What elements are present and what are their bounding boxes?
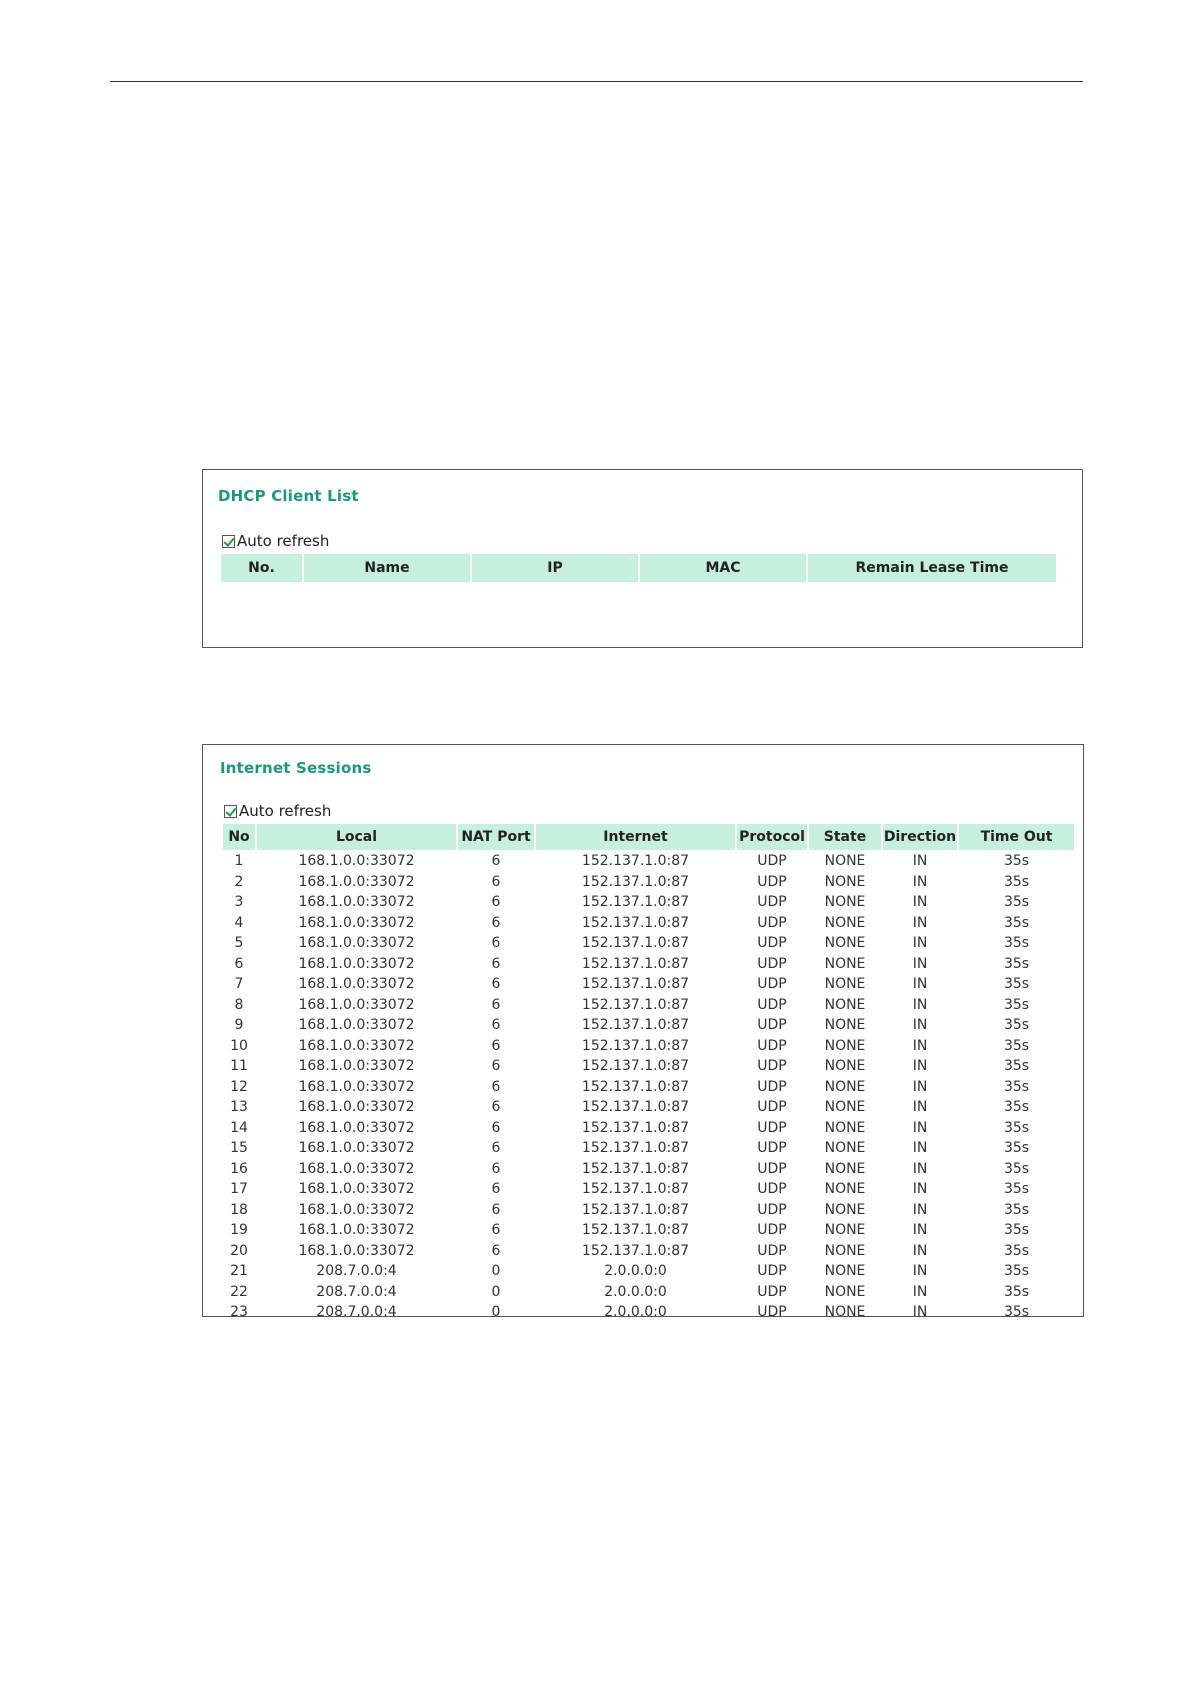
- cell-state: NONE: [824, 1099, 866, 1116]
- table-row: [223, 1036, 1074, 1057]
- cell-protocol: UDP: [757, 1160, 787, 1177]
- cell-no: 9: [234, 1017, 244, 1034]
- col-header-ip: IP: [472, 554, 638, 582]
- cell-state: NONE: [824, 1160, 866, 1177]
- cell-internet: 152.137.1.0:87: [581, 1099, 690, 1116]
- cell-nat-port: 6: [491, 1119, 501, 1136]
- cell-local: 208.7.0.0:4: [316, 1263, 397, 1280]
- cell-local: 168.1.0.0:33072: [298, 853, 415, 870]
- cell-state: NONE: [824, 1222, 866, 1239]
- cell-protocol: UDP: [757, 873, 787, 890]
- cell-time-out: 35s: [1003, 1037, 1030, 1054]
- table-row: [223, 1241, 1074, 1262]
- table-row: [223, 1261, 1074, 1282]
- cell-state: NONE: [824, 1119, 866, 1136]
- cell-time-out: 35s: [1003, 1242, 1030, 1259]
- cell-state: NONE: [824, 1058, 866, 1075]
- cell-nat-port: 6: [491, 1099, 501, 1116]
- cell-internet: 152.137.1.0:87: [581, 1160, 690, 1177]
- cell-local: 168.1.0.0:33072: [298, 1037, 415, 1054]
- cell-nat-port: 6: [491, 1078, 501, 1095]
- cell-internet: 152.137.1.0:87: [581, 1181, 690, 1198]
- cell-nat-port: 6: [491, 894, 501, 911]
- cell-time-out: 35s: [1003, 853, 1030, 870]
- cell-no: 13: [230, 1099, 248, 1116]
- cell-protocol: UDP: [757, 1283, 787, 1300]
- cell-nat-port: 6: [491, 935, 501, 952]
- sessions-auto-refresh[interactable]: [224, 802, 331, 820]
- cell-protocol: UDP: [757, 1222, 787, 1239]
- cell-local: 168.1.0.0:33072: [298, 894, 415, 911]
- cell-state: NONE: [824, 955, 866, 972]
- cell-internet: 152.137.1.0:87: [581, 873, 690, 890]
- sessions-header-row: [223, 824, 1074, 850]
- dhcp-client-list-panel: [202, 469, 1083, 648]
- cell-protocol: UDP: [757, 1140, 787, 1157]
- cell-local: 168.1.0.0:33072: [298, 1222, 415, 1239]
- cell-internet: 152.137.1.0:87: [581, 955, 690, 972]
- cell-internet: 152.137.1.0:87: [581, 1222, 690, 1239]
- table-row: [223, 1200, 1074, 1221]
- cell-local: 168.1.0.0:33072: [298, 873, 415, 890]
- col-header-state: State: [809, 824, 881, 850]
- cell-nat-port: 6: [491, 1160, 501, 1177]
- cell-nat-port: 6: [491, 1242, 501, 1259]
- cell-state: NONE: [824, 935, 866, 952]
- cell-internet: 152.137.1.0:87: [581, 976, 690, 993]
- cell-direction: IN: [912, 894, 928, 911]
- cell-local: 168.1.0.0:33072: [298, 996, 415, 1013]
- cell-nat-port: 6: [491, 1140, 501, 1157]
- cell-state: NONE: [824, 873, 866, 890]
- cell-nat-port: 0: [491, 1263, 501, 1280]
- cell-local: 168.1.0.0:33072: [298, 1181, 415, 1198]
- cell-internet: 152.137.1.0:87: [581, 1017, 690, 1034]
- dhcp-header-row: [221, 554, 1056, 582]
- cell-direction: IN: [912, 1017, 928, 1034]
- cell-local: 168.1.0.0:33072: [298, 1242, 415, 1259]
- cell-protocol: UDP: [757, 1263, 787, 1280]
- cell-local: 168.1.0.0:33072: [298, 976, 415, 993]
- col-header-protocol: Protocol: [737, 824, 807, 850]
- cell-no: 6: [234, 955, 244, 972]
- table-row: [223, 954, 1074, 975]
- cell-protocol: UDP: [757, 853, 787, 870]
- cell-internet: 152.137.1.0:87: [581, 853, 690, 870]
- cell-nat-port: 0: [491, 1283, 501, 1300]
- cell-state: NONE: [824, 853, 866, 870]
- cell-no: 23: [230, 1304, 248, 1317]
- cell-local: 168.1.0.0:33072: [298, 955, 415, 972]
- cell-local: 168.1.0.0:33072: [298, 935, 415, 952]
- cell-protocol: UDP: [757, 955, 787, 972]
- dhcp-panel-title: DHCP Client List: [218, 487, 359, 505]
- cell-protocol: UDP: [757, 1242, 787, 1259]
- cell-direction: IN: [912, 1283, 928, 1300]
- cell-protocol: UDP: [757, 996, 787, 1013]
- cell-direction: IN: [912, 1263, 928, 1280]
- cell-local: 168.1.0.0:33072: [298, 1058, 415, 1075]
- table-row: [223, 1220, 1074, 1241]
- cell-internet: 152.137.1.0:87: [581, 914, 690, 931]
- cell-internet: 152.137.1.0:87: [581, 1201, 690, 1218]
- cell-no: 3: [234, 894, 244, 911]
- cell-state: NONE: [824, 1304, 866, 1317]
- cell-protocol: UDP: [757, 935, 787, 952]
- col-header-name: Name: [304, 554, 470, 582]
- cell-local: 168.1.0.0:33072: [298, 1099, 415, 1116]
- table-row: [223, 850, 1074, 872]
- cell-direction: IN: [912, 1119, 928, 1136]
- cell-direction: IN: [912, 935, 928, 952]
- table-row: [223, 933, 1074, 954]
- cell-nat-port: 6: [491, 976, 501, 993]
- table-row: [223, 1097, 1074, 1118]
- table-row: [223, 1179, 1074, 1200]
- cell-protocol: UDP: [757, 1037, 787, 1054]
- cell-protocol: UDP: [757, 1078, 787, 1095]
- cell-direction: IN: [912, 914, 928, 931]
- cell-protocol: UDP: [757, 1017, 787, 1034]
- cell-time-out: 35s: [1003, 955, 1030, 972]
- cell-local: 208.7.0.0:4: [316, 1283, 397, 1300]
- cell-state: NONE: [824, 1017, 866, 1034]
- cell-local: 168.1.0.0:33072: [298, 914, 415, 931]
- cell-time-out: 35s: [1003, 1099, 1030, 1116]
- cell-direction: IN: [912, 1242, 928, 1259]
- cell-time-out: 35s: [1003, 1017, 1030, 1034]
- cell-nat-port: 6: [491, 996, 501, 1013]
- cell-time-out: 35s: [1003, 1283, 1030, 1300]
- cell-direction: IN: [912, 996, 928, 1013]
- cell-nat-port: 6: [491, 873, 501, 890]
- cell-time-out: 35s: [1003, 1078, 1030, 1095]
- cell-no: 1: [234, 853, 244, 870]
- table-row: [223, 1015, 1074, 1036]
- col-header-no: No: [223, 824, 255, 850]
- cell-no: 5: [234, 935, 244, 952]
- cell-internet: 152.137.1.0:87: [581, 1242, 690, 1259]
- cell-direction: IN: [912, 1140, 928, 1157]
- cell-no: 21: [230, 1263, 248, 1280]
- dhcp-auto-refresh-label: Auto refresh: [237, 532, 330, 550]
- cell-no: 12: [230, 1078, 248, 1095]
- cell-direction: IN: [912, 955, 928, 972]
- cell-nat-port: 6: [491, 853, 501, 870]
- cell-state: NONE: [824, 1242, 866, 1259]
- dhcp-auto-refresh-checkbox[interactable]: [222, 535, 235, 548]
- table-row: [223, 872, 1074, 893]
- cell-no: 18: [230, 1201, 248, 1218]
- cell-direction: IN: [912, 1304, 928, 1317]
- cell-nat-port: 6: [491, 1222, 501, 1239]
- cell-local: 168.1.0.0:33072: [298, 1017, 415, 1034]
- cell-state: NONE: [824, 914, 866, 931]
- cell-internet: 152.137.1.0:87: [581, 1037, 690, 1054]
- sessions-auto-refresh-checkbox[interactable]: [224, 805, 237, 818]
- cell-no: 11: [230, 1058, 248, 1075]
- cell-time-out: 35s: [1003, 894, 1030, 911]
- cell-state: NONE: [824, 976, 866, 993]
- table-row: [223, 995, 1074, 1016]
- cell-protocol: UDP: [757, 1099, 787, 1116]
- cell-direction: IN: [912, 1222, 928, 1239]
- cell-protocol: UDP: [757, 1304, 787, 1317]
- internet-sessions-table: [221, 824, 1076, 1317]
- cell-protocol: UDP: [757, 1201, 787, 1218]
- cell-nat-port: 6: [491, 1037, 501, 1054]
- cell-internet: 152.137.1.0:87: [581, 1140, 690, 1157]
- cell-time-out: 35s: [1003, 1181, 1030, 1198]
- cell-no: 4: [234, 914, 244, 931]
- table-row: [223, 1077, 1074, 1098]
- cell-protocol: UDP: [757, 914, 787, 931]
- cell-no: 10: [230, 1037, 248, 1054]
- cell-internet: 152.137.1.0:87: [581, 1119, 690, 1136]
- cell-time-out: 35s: [1003, 1222, 1030, 1239]
- cell-time-out: 35s: [1003, 1058, 1030, 1075]
- col-header-nat-port: NAT Port: [458, 824, 534, 850]
- cell-time-out: 35s: [1003, 1140, 1030, 1157]
- internet-sessions-panel: [202, 744, 1084, 1317]
- cell-no: 19: [230, 1222, 248, 1239]
- cell-state: NONE: [824, 1078, 866, 1095]
- table-row: [223, 1282, 1074, 1303]
- cell-nat-port: 6: [491, 1201, 501, 1218]
- cell-direction: IN: [912, 853, 928, 870]
- cell-direction: IN: [912, 1078, 928, 1095]
- cell-time-out: 35s: [1003, 1119, 1030, 1136]
- cell-protocol: UDP: [757, 1181, 787, 1198]
- cell-protocol: UDP: [757, 894, 787, 911]
- cell-nat-port: 6: [491, 1181, 501, 1198]
- cell-time-out: 35s: [1003, 996, 1030, 1013]
- cell-no: 14: [230, 1119, 248, 1136]
- cell-protocol: UDP: [757, 1119, 787, 1136]
- cell-state: NONE: [824, 894, 866, 911]
- table-row: [223, 1302, 1074, 1317]
- cell-no: 8: [234, 996, 244, 1013]
- cell-local: 168.1.0.0:33072: [298, 1119, 415, 1136]
- cell-state: NONE: [824, 1140, 866, 1157]
- col-header-mac: MAC: [640, 554, 806, 582]
- cell-internet: 2.0.0.0:0: [604, 1263, 667, 1280]
- cell-internet: 152.137.1.0:87: [581, 1078, 690, 1095]
- cell-no: 22: [230, 1283, 248, 1300]
- cell-time-out: 35s: [1003, 1160, 1030, 1177]
- cell-direction: IN: [912, 873, 928, 890]
- cell-nat-port: 6: [491, 955, 501, 972]
- header-rule: [110, 81, 1083, 82]
- cell-state: NONE: [824, 1283, 866, 1300]
- cell-state: NONE: [824, 1201, 866, 1218]
- cell-nat-port: 6: [491, 914, 501, 931]
- sessions-table-body: [223, 850, 1074, 1317]
- cell-time-out: 35s: [1003, 1304, 1030, 1317]
- cell-direction: IN: [912, 976, 928, 993]
- dhcp-client-table: [219, 554, 1058, 582]
- cell-time-out: 35s: [1003, 1263, 1030, 1280]
- cell-no: 17: [230, 1181, 248, 1198]
- cell-local: 168.1.0.0:33072: [298, 1140, 415, 1157]
- cell-time-out: 35s: [1003, 873, 1030, 890]
- table-row: [223, 1138, 1074, 1159]
- cell-time-out: 35s: [1003, 976, 1030, 993]
- cell-time-out: 35s: [1003, 935, 1030, 952]
- cell-protocol: UDP: [757, 976, 787, 993]
- cell-nat-port: 6: [491, 1058, 501, 1075]
- cell-no: 16: [230, 1160, 248, 1177]
- cell-state: NONE: [824, 996, 866, 1013]
- table-row: [223, 974, 1074, 995]
- cell-local: 168.1.0.0:33072: [298, 1078, 415, 1095]
- cell-internet: 152.137.1.0:87: [581, 894, 690, 911]
- cell-local: 168.1.0.0:33072: [298, 1201, 415, 1218]
- table-row: [223, 1056, 1074, 1077]
- cell-protocol: UDP: [757, 1058, 787, 1075]
- col-header-local: Local: [257, 824, 456, 850]
- cell-no: 2: [234, 873, 244, 890]
- col-header-internet: Internet: [536, 824, 735, 850]
- table-row: [223, 1118, 1074, 1139]
- table-row: [223, 913, 1074, 934]
- sessions-panel-title: Internet Sessions: [220, 759, 372, 777]
- cell-direction: IN: [912, 1201, 928, 1218]
- col-header-remain-lease-time: Remain Lease Time: [808, 554, 1056, 582]
- cell-state: NONE: [824, 1263, 866, 1280]
- col-header-time-out: Time Out: [959, 824, 1074, 850]
- cell-internet: 152.137.1.0:87: [581, 935, 690, 952]
- cell-no: 7: [234, 976, 244, 993]
- cell-nat-port: 0: [491, 1304, 501, 1317]
- table-row: [223, 1159, 1074, 1180]
- cell-internet: 152.137.1.0:87: [581, 996, 690, 1013]
- cell-local: 168.1.0.0:33072: [298, 1160, 415, 1177]
- cell-state: NONE: [824, 1037, 866, 1054]
- cell-direction: IN: [912, 1099, 928, 1116]
- cell-internet: 2.0.0.0:0: [604, 1283, 667, 1300]
- cell-time-out: 35s: [1003, 1201, 1030, 1218]
- col-header-no: No.: [221, 554, 302, 582]
- cell-direction: IN: [912, 1058, 928, 1075]
- cell-state: NONE: [824, 1181, 866, 1198]
- cell-internet: 152.137.1.0:87: [581, 1058, 690, 1075]
- cell-direction: IN: [912, 1037, 928, 1054]
- cell-nat-port: 6: [491, 1017, 501, 1034]
- sessions-auto-refresh-label: Auto refresh: [239, 802, 332, 820]
- cell-direction: IN: [912, 1160, 928, 1177]
- cell-time-out: 35s: [1003, 914, 1030, 931]
- table-row: [223, 892, 1074, 913]
- cell-no: 20: [230, 1242, 248, 1259]
- cell-local: 208.7.0.0:4: [316, 1304, 397, 1317]
- dhcp-auto-refresh[interactable]: [222, 532, 329, 550]
- cell-no: 15: [230, 1140, 248, 1157]
- col-header-direction: Direction: [883, 824, 957, 850]
- cell-direction: IN: [912, 1181, 928, 1198]
- cell-internet: 2.0.0.0:0: [604, 1304, 667, 1317]
